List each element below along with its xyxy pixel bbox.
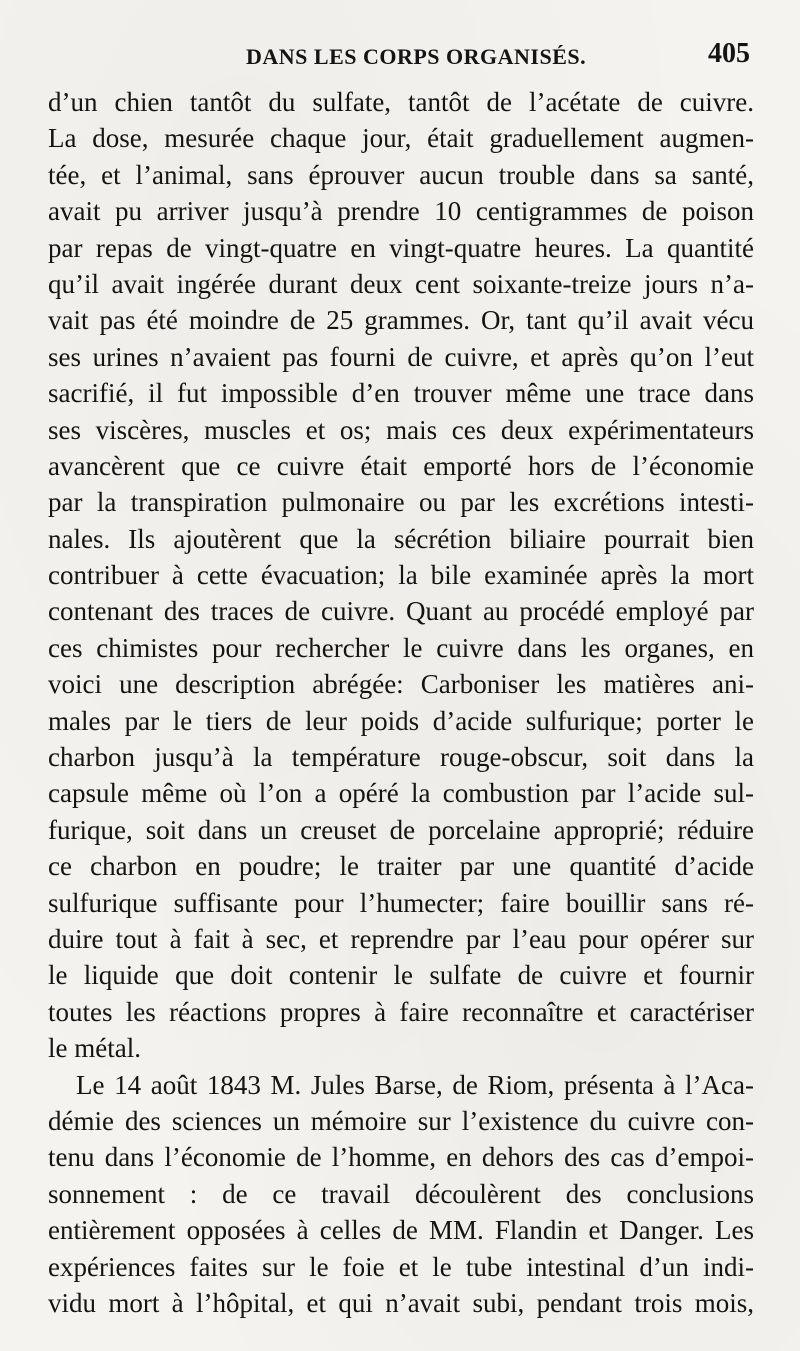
text-line: tée, et l’animal, sans éprouver aucun trouble dans sa santé,: [48, 159, 754, 190]
text-line: males par le tiers de leur poids d’acide sulfurique; porter le: [48, 705, 754, 736]
text-line: expériences faites sur le foie et le tube intestinal d’un indi-: [48, 1251, 754, 1282]
page-header: [50, 38, 750, 82]
text-line: vait pas été moindre de 25 grammes. Or, tant qu’il avait vécu: [48, 305, 754, 336]
body-text: [48, 84, 754, 1321]
text-line: par repas de vingt-quatre en vingt-quatre heures. La quantité: [48, 232, 754, 263]
text-line: le métal.: [48, 1033, 141, 1064]
text-line: contenant des traces de cuivre. Quant au procédé employé par: [48, 596, 754, 627]
page-number: 405: [708, 38, 750, 69]
text-line: sonnement : de ce travail découlèrent des conclusions: [48, 1178, 754, 1209]
text-line: démie des sciences un mémoire sur l’existence du cuivre con-: [48, 1105, 754, 1136]
running-head: DANS LES CORPS ORGANISÉS.: [246, 44, 587, 69]
text-line: ses viscères, muscles et os; mais ces deux expérimentateurs: [48, 414, 754, 445]
text-line: charbon jusqu’à la température rouge-obscur, soit dans la: [48, 742, 754, 773]
paragraph-1: [48, 84, 754, 1067]
text-line: voici une description abrégée: Carboniser les matières ani-: [48, 669, 754, 700]
text-line: sacrifié, il fut impossible d’en trouver même une trace dans: [48, 378, 754, 409]
text-line: contribuer à cette évacuation; la bile examinée après la mort: [48, 560, 754, 591]
text-line: vidu mort à l’hôpital, et qui n’avait subi, pendant trois mois,: [48, 1287, 754, 1318]
text-line: capsule même où l’on a opéré la combustion par l’acide sul-: [48, 778, 754, 809]
text-line: Le 14 août 1843 M. Jules Barse, de Riom, présenta à l’Aca-: [76, 1069, 754, 1100]
text-line: furique, soit dans un creuset de porcelaine approprié; réduire: [48, 814, 754, 845]
text-line: avancèrent que ce cuivre était emporté hors de l’économie: [48, 450, 754, 481]
text-line: toutes les réactions propres à faire reconnaître et caractériser: [48, 996, 754, 1027]
text-line: le liquide que doit contenir le sulfate de cuivre et fournir: [48, 960, 754, 991]
text-line: ces chimistes pour rechercher le cuivre dans les organes, en: [48, 632, 754, 663]
text-line: avait pu arriver jusqu’à prendre 10 centigrammes de poison: [48, 196, 754, 227]
text-line: duire tout à fait à sec, et reprendre par l’eau pour opérer sur: [48, 923, 754, 954]
text-line: tenu dans l’économie de l’homme, en dehors des cas d’empoi-: [48, 1142, 754, 1173]
text-line: qu’il avait ingérée durant deux cent soixante-treize jours n’a-: [48, 268, 754, 299]
text-line: La dose, mesurée chaque jour, était graduellement augmen-: [48, 123, 754, 154]
text-line: par la transpiration pulmonaire ou par les excrétions intesti-: [48, 487, 754, 518]
text-line: nales. Ils ajoutèrent que la sécrétion biliaire pourrait bien: [48, 523, 754, 554]
paragraph-2: [48, 1067, 754, 1322]
text-line: d’un chien tantôt du sulfate, tantôt de l’acétate de cuivre.: [48, 87, 754, 117]
text-line: ses urines n’avaient pas fourni de cuivre, et après qu’on l’eut: [48, 341, 754, 372]
text-line: ce charbon en poudre; le traiter par une quantité d’acide: [48, 851, 754, 882]
text-line: sulfurique suffisante pour l’humecter; faire bouillir sans ré-: [48, 887, 754, 918]
text-line: entièrement opposées à celles de MM. Flandin et Danger. Les: [48, 1215, 754, 1246]
